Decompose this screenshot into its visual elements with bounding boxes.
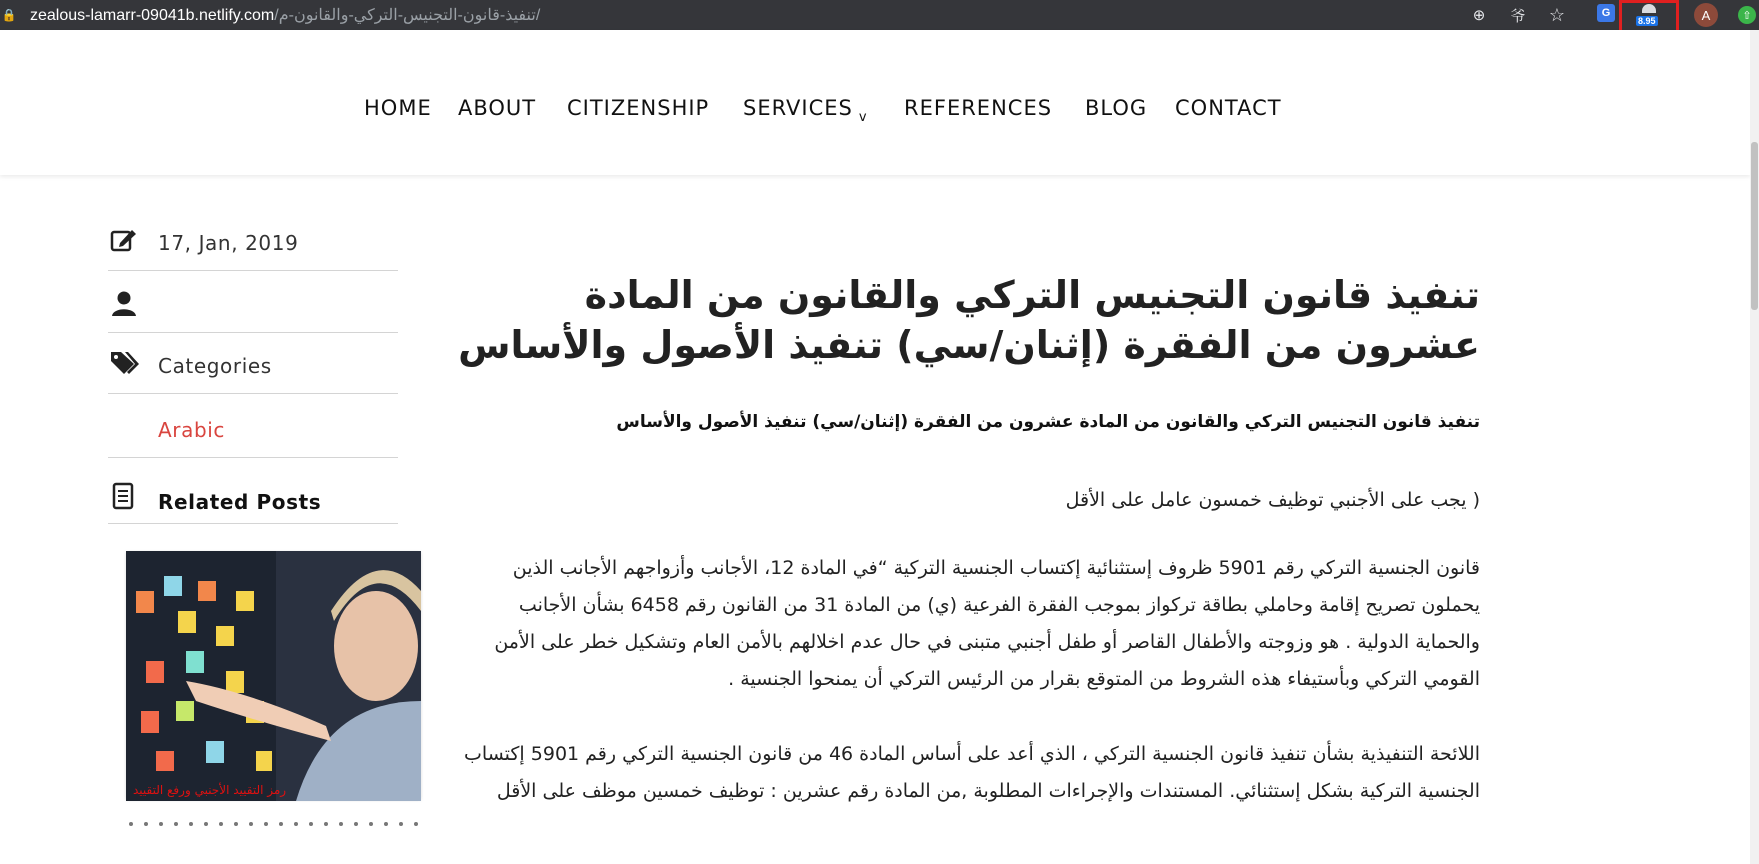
nav-services[interactable] — [743, 96, 868, 125]
nav-citizenship[interactable]: CITIZENSHIP — [567, 96, 710, 120]
article-subtitle: تنفيذ قانون التجنيس التركي والقانون من المادة عشرون من الفقرة (إثنان/سي) تنفيذ الأصول والأساس — [616, 412, 1480, 432]
related-posts-heading: Related Posts — [158, 490, 322, 514]
article-paragraph-3: اللائحة التنفيذية بشأن تنفيذ قانون الجنسية التركي ، الذي أعد على أساس المادة 46 من قانون الجنسية التركي رقم 5901 إكتساب الجنسية التركية بشكل إستثنائي. المستندات والإجراءات المطلوبة ,من المادة رقم عشرين : توظيف خمسين موظف على الأقل — [464, 743, 1480, 802]
post-author-row — [108, 277, 398, 333]
site-header — [0, 30, 1750, 175]
nav-contact[interactable]: CONTACT — [1175, 96, 1282, 120]
lock-icon[interactable]: 🔒 — [1, 8, 17, 22]
nav-references[interactable]: REFERENCES — [904, 96, 1053, 120]
profile-avatar[interactable]: A — [1694, 3, 1718, 27]
bookmark-star-icon[interactable]: ☆ — [1548, 4, 1566, 25]
related-posts-row — [108, 466, 398, 524]
update-icon[interactable]: ⇧ — [1738, 6, 1756, 24]
article-paragraph-2: قانون الجنسية التركي رقم 5901 ظروف إستثنائية إكتساب الجنسية التركية “في المادة 12، الأجانب وأزواجهم الأجانب الذين يحملون تصريح إقامة وحاملي بطاقة تركواز بموجب الفقرة الفرعية (ي) من المادة 31 من القانون رقم 6458 بشأن الأجانب والحماية الدولية . هو وزوجته والأطفال القاصر أو طفل أجنبي متبنى في حال عدم اخلالهم بالأمن العام وتشكيل خطر على الأمن القومي التركي وبأستيفاء هذه الشروط من المتوقع بقرار من الرئيس التركي أن يمنحوا الجنسية . — [494, 557, 1480, 690]
add-icon[interactable]: ⊕ — [1472, 7, 1486, 24]
related-carousel-dots[interactable] — [126, 822, 421, 830]
article-title: تنفيذ قانون التجنيس التركي والقانون من المادة عشرون من الفقرة (إثنان/سي) تنفيذ الأصول والأساس — [458, 273, 1480, 367]
document-icon — [110, 482, 138, 510]
url-path: /تنفيذ-قانون-التجنيس-التركي-والقانون-م/ — [274, 7, 541, 24]
translate-icon[interactable]: 爷 — [1510, 7, 1526, 25]
page-scrollbar[interactable] — [1750, 30, 1759, 864]
categories-label: Categories — [158, 354, 272, 378]
main-nav — [0, 96, 1750, 126]
category-link[interactable]: Arabic — [158, 418, 226, 442]
google-translate-extension-icon[interactable]: G — [1597, 4, 1615, 22]
scrollbar-thumb[interactable] — [1751, 142, 1758, 310]
categories-row — [108, 338, 398, 394]
nav-blog[interactable]: BLOG — [1085, 96, 1148, 120]
nav-home[interactable]: HOME — [364, 96, 432, 120]
related-post-card[interactable] — [126, 551, 421, 799]
browser-toolbar — [0, 0, 1759, 30]
post-date-row — [108, 215, 398, 271]
tags-icon — [110, 350, 138, 378]
address-bar[interactable] — [30, 5, 540, 25]
url-host: zealous-lamarr-09041b.netlify.com — [30, 7, 275, 24]
article-paragraph-1: ( يجب على الأجنبي توظيف خمسون عامل على الأقل — [1065, 489, 1480, 511]
edit-icon — [110, 227, 138, 255]
extension-badge: 8.95 — [1638, 16, 1656, 26]
nav-about[interactable]: ABOUT — [458, 96, 537, 120]
user-icon — [110, 289, 138, 317]
related-post-image[interactable] — [126, 551, 421, 801]
post-date: 17, Jan, 2019 — [158, 231, 299, 255]
chevron-down-icon: v — [858, 110, 868, 125]
related-post-title[interactable]: رمز التقييد الأجنبي ورفع التقييد — [133, 783, 287, 797]
category-row — [108, 400, 398, 458]
nav-services-label: SERVICES — [743, 96, 853, 120]
